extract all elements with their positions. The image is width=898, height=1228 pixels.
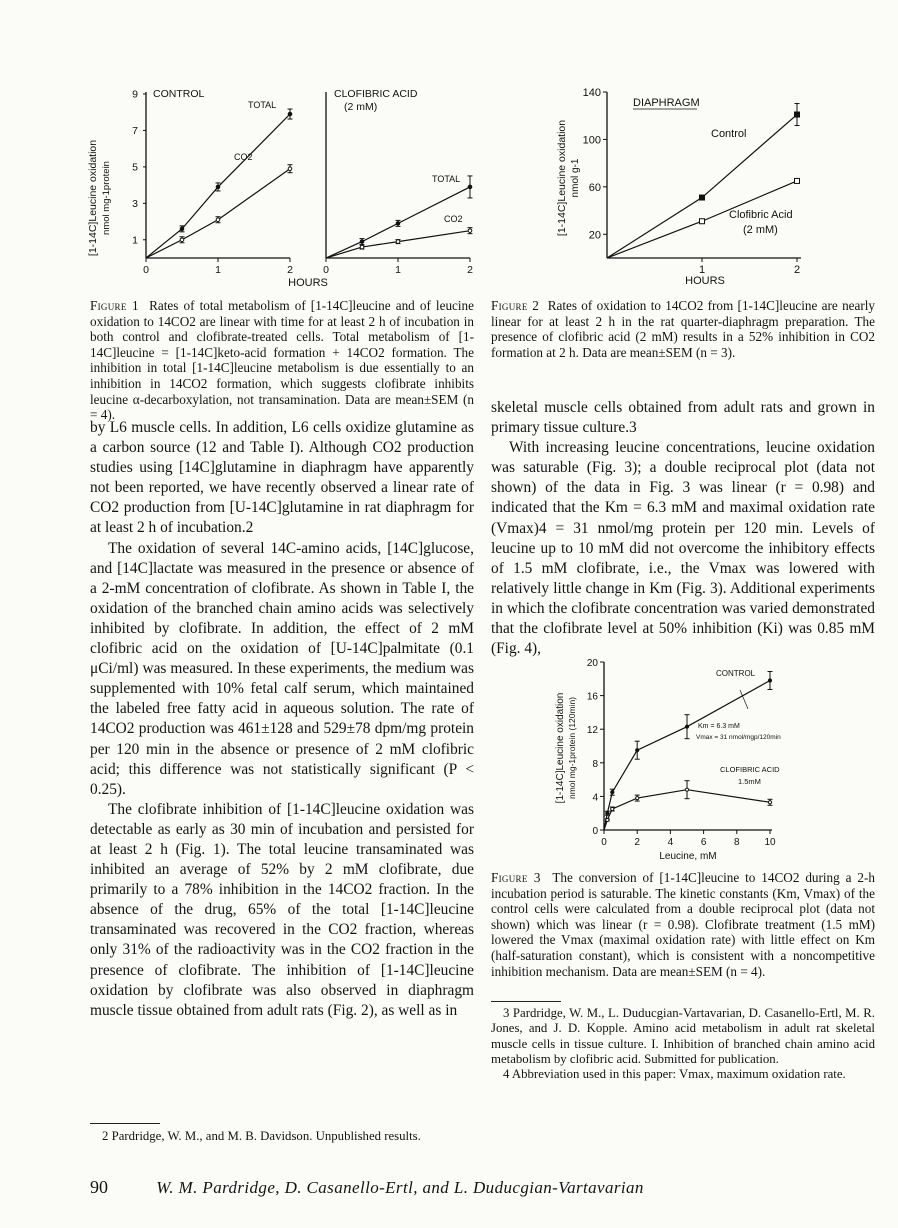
fig3-point-0-5 [768, 679, 771, 682]
fig2-xtick-label-1: 2 [793, 264, 801, 276]
right-footnote-rule [491, 1001, 561, 1002]
fig3-km-label: Km = 6.3 mM [698, 723, 740, 730]
fig1a-point-0-2 [216, 185, 220, 189]
fig1-caption-text: Rates of total metabolism of [1-14C]leucine and of leucine oxidation to 14CO2 are linear with time for at least 2 h of incubation in both control and clofibrate-treated cells. Total metabolism of [1-14C]leucine = [1-14C]keto-acid formation + 14CO2 formation. The inhibition in total [1-14C]leucine metabolism is due essentially to an inhibition in 14CO2 formation, which suggests clofibrate inhibits leucine α-decarboxylation, not transamination. Data are mean±SEM (n = 4). [90, 298, 475, 423]
fig1-xlabel: HOURS [288, 277, 328, 289]
fig3-ylabel-2: nmol mg-1protein (120min) [567, 696, 577, 800]
fig3-point-1-5 [768, 801, 771, 804]
fig3-xtick-label-3: 6 [700, 837, 707, 848]
fig3-point-0-2 [611, 791, 614, 794]
fig3-xtick-label-4: 8 [734, 837, 740, 848]
fig3-xtick-label-1: 2 [634, 837, 640, 848]
fig2-point-0-1 [700, 195, 705, 200]
figure-2-plot [545, 78, 825, 293]
fig1a-point-0-3 [288, 112, 292, 116]
fig2-ytick-label-1: 100 [582, 134, 601, 147]
fig2-caption-label: Figure 2 [491, 298, 540, 313]
fig3-vmax-label: Vmax = 31 nmol/mgp/120min [696, 734, 781, 741]
fig3-point-1-1 [606, 818, 609, 821]
fig3-xtick-label-2: 4 [667, 837, 674, 848]
fig1b-point-0-1 [360, 240, 364, 244]
fig2-title: DIAPHRAGM [633, 97, 700, 109]
fig1b-total-label: TOTAL [432, 174, 461, 184]
figure-3-caption [491, 870, 875, 979]
fig3-point-1-2 [611, 807, 614, 810]
fig1b-title-2: (2 mM) [344, 101, 378, 113]
right-footnotes [491, 1006, 875, 1082]
fig1a-point-1-3 [288, 167, 292, 171]
right-column-body [491, 398, 875, 659]
fig1a-point-0-1 [180, 227, 184, 231]
fig1a-total-label: TOTAL [248, 100, 277, 110]
figure-2 [545, 78, 825, 293]
fig1-xtick-label-1-2: 2 [467, 264, 473, 276]
page-number: 90 [90, 1177, 108, 1197]
fig2-ylabel-1: [1-14C]Leucine oxidation [556, 119, 568, 237]
fig1-xtick-label-1-1: 1 [395, 264, 401, 276]
left-footnote-rule [90, 1123, 160, 1124]
fig1-xtick-label-0-1: 1 [215, 264, 221, 276]
fig3-xtick-label-5: 10 [764, 837, 776, 848]
fig2-caption-text: Rates of oxidation to 14CO2 from [1-14C]leucine are nearly linear for at least 2 h in the rat quarter-diaphragm preparation. The presence of clofibric acid (2 mM) results in a 52% inhibition in CO2 formation at 2 h. Data are mean±SEM (n = 3). [491, 298, 876, 360]
fig3-control-label: CONTROL [716, 669, 756, 678]
fig1-ytick-label-0: 9 [132, 88, 138, 101]
footnote-4: 4 Abbreviation used in this paper: Vmax, maximum oxidation rate. [503, 1067, 846, 1082]
fig1-ytick-label-1: 7 [132, 124, 138, 137]
fig3-ylabel-1: [1-14C]Leucine oxidation [555, 692, 566, 804]
left-paragraph-3: The clofibrate inhibition of [1-14C]leucine oxidation was detectable as early as 30 min of incubation and persisted for at least 2 h (Fig. 1). The total leucine transaminated was inhibited an average of 52% by 2 mM clofibrate, due primarily to a 78% inhibition in the 14CO2 fraction. In the absence of the drug, 65% of the total [1-14C]leucine transaminated was recovered in the CO2 fraction, whereas only 31% of the radioactivity was in the CO2 fraction in the presence of clofibrate. The inhibition of [1-14C]leucine oxidation by clofibrate was also observed in diaphragm muscle tissue obtained from adult rats (Fig. 2), as well as in [90, 800, 474, 1019]
left-column-body [90, 418, 474, 1021]
left-paragraph-1: by L6 muscle cells. In addition, L6 cells oxidize glutamine as a carbon source (12 and Table I). Although CO2 production studies using [14C]glutamine in diaphragm have apparently not been reported, we have recently observed a linear rate of CO2 production from [U-14C]glutamine in rat diaphragm for at least 2 h of incubation.2 [90, 419, 474, 537]
fig1b-line-1 [326, 231, 470, 258]
left-paragraph-2: The oxidation of several 14C-amino acids, [14C]glucose, and [14C]lactate was measured in the presence or absence of a 2-mM concentration of clofibrate. As shown in Table I, the oxidation of the branched chain amino acids was selectively inhibited by clofibrate. In addition, the effect of 2 mM clofibric acid on the oxidation of [U-14C]palmitate (0.1 μCi/ml) was measured. In these experiments, the medium was supplemented with 10% fetal calf serum, which maintained the labeled free fatty acid in aqueous solution. The rate of 14CO2 production was 461±128 and 529±78 dpm/mg protein per 120 min in the absence or presence of 2 mM clofibric acid; this difference was not statistically significant (P < 0.25). [90, 539, 474, 798]
fig3-point-1-3 [636, 796, 639, 799]
figure-1-caption [90, 298, 474, 423]
fig3-point-0-3 [636, 749, 639, 752]
fig2-xtick-label-0: 1 [698, 264, 706, 276]
fig1b-point-0-2 [396, 222, 400, 226]
right-paragraph-2: With increasing leucine concentrations, leucine oxidation was saturable (Fig. 3); a double reciprocal plot (data not shown) of the data in Fig. 3 was linear (r = 0.98) and indicated that the Km = 6.3 mM and maximal oxidation rate (Vmax)4 = 31 nmol/mg protein per 120 min. Levels of leucine up to 10 mM did not overcome the inhibitory effects of 1.5 mM clofibrate, i.e., the Vmax was lowered with relatively little change in Km (Fig. 3). Additional experiments in which the clofibrate concentration was varied demonstrated that the clofibrate level at 50% inhibition (Ki) was 0.85 mM (Fig. 4), [491, 439, 875, 658]
fig1b-point-1-1 [360, 245, 364, 249]
fig3-point-1-4 [685, 788, 688, 791]
fig3-ytick-label-0: 20 [586, 658, 598, 669]
fig1a-point-1-2 [216, 218, 220, 222]
figure-2-caption [491, 298, 875, 360]
running-authors: W. M. Pardridge, D. Casanello-Ertl, and L. Duducgian-Vartavarian [156, 1178, 644, 1197]
fig3-caption-label: Figure 3 [491, 870, 541, 885]
fig1-xtick-label-1-0: 0 [323, 264, 329, 276]
fig3-clofibric-conc: 1.5mM [738, 777, 761, 786]
fig1-ylabel-1: [1-14C]Leucine oxidation [87, 139, 99, 257]
fig1-ytick-label-3: 3 [132, 197, 138, 210]
fig2-line-0 [607, 115, 797, 258]
fig1-caption-label: Figure 1 [90, 298, 139, 313]
fig3-clofibric-label: CLOFIBRIC ACID [720, 765, 780, 774]
figure-1-plot [78, 78, 488, 296]
fig3-xtick-label-0: 0 [601, 837, 607, 848]
fig2-clofibric-label-1: Clofibric Acid [729, 209, 793, 221]
fig1-ytick-label-4: 1 [132, 234, 138, 247]
fig3-ytick-label-5: 0 [592, 826, 598, 837]
fig1-xtick-label-0-0: 0 [143, 264, 149, 276]
fig3-ytick-label-4: 4 [592, 792, 598, 804]
fig1b-point-1-2 [396, 240, 400, 244]
fig1-xtick-label-0-2: 2 [287, 264, 293, 276]
fig1-ytick-label-2: 5 [132, 161, 138, 174]
fig1b-co2-label: CO2 [444, 214, 463, 224]
fig1b-point-1-3 [468, 229, 472, 233]
figure-1 [78, 78, 488, 296]
fig2-xlabel: HOURS [685, 275, 725, 287]
fig2-ytick-label-3: 20 [588, 229, 601, 242]
figure-3 [548, 648, 798, 866]
fig1a-co2-label: CO2 [234, 152, 253, 162]
footnote-3: 3 Pardridge, W. M., L. Duducgian-Vartavarian, D. Casanello-Ertl, M. R. Jones, and J. D. Kopple. Amino acid metabolism in adult rat skeletal muscle cells in tissue culture. I. Inhibition of branched chain amino acid metabolism by clofibric acid. Submitted for publication. [491, 1006, 875, 1066]
fig2-point-1-2 [795, 178, 800, 183]
fig3-point-0-1 [606, 812, 609, 815]
fig2-ytick-label-0: 140 [582, 87, 601, 99]
fig1a-line-1 [146, 169, 290, 258]
fig2-control-label: Control [711, 128, 747, 140]
fig2-point-0-2 [795, 112, 800, 117]
fig1b-point-0-3 [468, 185, 472, 189]
fig3-xlabel: Leucine, mM [659, 851, 717, 862]
right-paragraph-1: skeletal muscle cells obtained from adult rats and grown in primary tissue culture.3 [491, 399, 875, 437]
fig2-ytick-label-2: 60 [588, 181, 601, 194]
fig3-point-0-4 [685, 725, 688, 728]
fig3-ytick-label-2: 12 [586, 725, 598, 737]
fig1a-point-1-1 [180, 238, 184, 242]
footnote-2: 2 Pardridge, W. M., and M. B. Davidson. Unpublished results. [102, 1129, 421, 1143]
fig1-ylabel-2: nmol mg-1protein [101, 161, 112, 235]
fig1b-title-1: CLOFIBRIC ACID [334, 88, 418, 100]
fig3-ytick-label-1: 16 [586, 691, 598, 703]
fig3-caption-text: The conversion of [1-14C]leucine to 14CO2 during a 2-h incubation period is saturable. The kinetic constants (Km, Vmax) of the control cells were calculated from a double reciprocal plot (data not shown) which was linear (r = 0.98). Clofibrate treatment (1.5 mM) lowered the Vmax (maximal oxidation rate) with little effect on Km (half-saturation constant), which is consistent with a noncompetitive inhibition mechanism. Data are mean±SEM (n = 4). [491, 870, 875, 979]
fig2-ylabel-2: nmol g-1 [570, 158, 581, 198]
left-footnotes [90, 1129, 474, 1144]
fig3-ytick-label-3: 8 [592, 758, 598, 770]
figure-3-plot [548, 648, 798, 866]
fig2-point-1-1 [700, 219, 705, 224]
fig2-clofibric-label-2: (2 mM) [743, 224, 778, 236]
fig1a-title: CONTROL [153, 88, 205, 100]
page-footer [90, 1177, 875, 1198]
